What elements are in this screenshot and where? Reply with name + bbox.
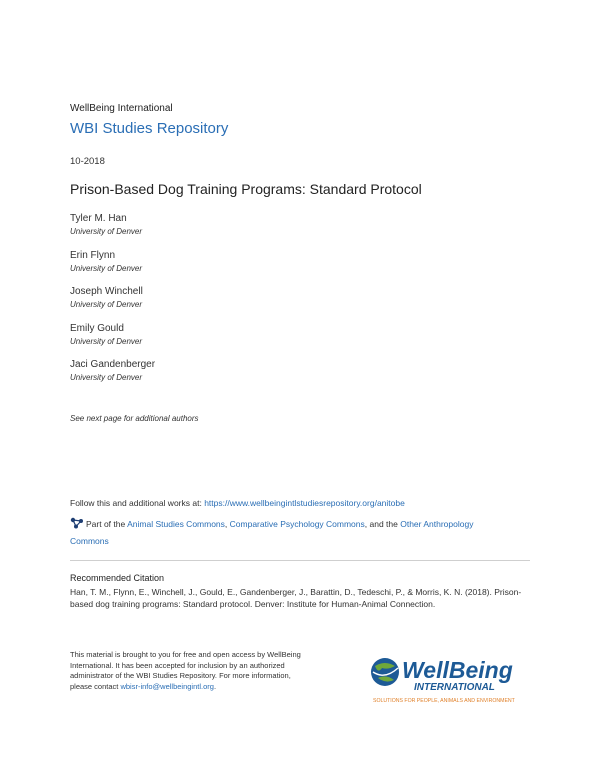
network-icon: [70, 517, 84, 529]
author-entry: [70, 250, 155, 287]
citation-text: Han, T. M., Flynn, E., Winchell, J., Gould, E., Gandenberger, J., Barattin, D., Tedeschi, P., & Morris, K. N. (2018). Prison-based dog training programs: Standard protocol. Denver: Institute for Human-Animal Connection.: [70, 587, 522, 609]
page-title: Prison-Based Dog Training Programs: Standard Protocol: [70, 181, 422, 197]
author-name: Erin Flynn: [70, 249, 116, 261]
other-anthropology-commons-link[interactable]: Other Anthropology Commons: [70, 519, 474, 546]
additional-authors-note: See next page for additional authors: [70, 414, 199, 423]
publication-date: 10-2018: [70, 156, 105, 167]
wellbeing-logo: [370, 654, 540, 706]
contact-email-link[interactable]: wbisr-info@wellbeingintl.org: [120, 681, 214, 691]
part-of-separator: , and the: [364, 519, 401, 529]
follow-line: [70, 498, 405, 508]
part-of-separator: ,: [224, 519, 230, 529]
citation-heading: Recommended Citation: [70, 573, 165, 583]
author-list: [70, 213, 155, 396]
repository-link[interactable]: WBI Studies Repository: [70, 120, 229, 137]
access-notice: [70, 650, 310, 692]
author-name: Emily Gould: [70, 322, 124, 334]
animal-studies-commons-link[interactable]: Animal Studies Commons: [127, 519, 225, 529]
section-divider: [70, 560, 530, 561]
follow-prefix: Follow this and additional works at:: [70, 498, 205, 508]
author-name: Jaci Gandenberger: [70, 359, 156, 370]
author-entry: [70, 323, 155, 360]
author-affiliation: University of Denver: [70, 373, 143, 382]
globe-icon: [371, 658, 399, 686]
author-affiliation: University of Denver: [70, 336, 143, 346]
author-name: Joseph Winchell: [70, 286, 143, 297]
author-affiliation: University of Denver: [70, 300, 143, 309]
logo-tagline: SOLUTIONS FOR PEOPLE, ANIMALS AND ENVIRONMENT: [373, 698, 515, 704]
author-entry: [70, 286, 155, 323]
organization-name: WellBeing International: [70, 103, 173, 114]
repository-url-link[interactable]: https://www.wellbeingintlstudiesrepository.org/anitobe: [204, 498, 405, 508]
notice-end: .: [213, 681, 217, 691]
part-of-line: [70, 516, 490, 550]
author-entry: [70, 359, 155, 396]
logo-subword: INTERNATIONAL: [414, 682, 495, 693]
comparative-psychology-commons-link[interactable]: Comparative Psychology Commons: [229, 519, 365, 529]
author-affiliation: University of Denver: [70, 263, 143, 273]
author-name: Tyler M. Han: [70, 213, 127, 224]
notice-text: This material is brought to you for free and open access by WellBeing International. It has been accepted for inclusion by an authorized administrator of the WBI Studies Repository. For more information, please contact: [70, 650, 301, 691]
part-of-prefix: Part of the: [86, 519, 128, 529]
author-entry: [70, 213, 155, 250]
author-affiliation: University of Denver: [70, 227, 143, 236]
logo-word: WellBeing: [402, 657, 513, 683]
